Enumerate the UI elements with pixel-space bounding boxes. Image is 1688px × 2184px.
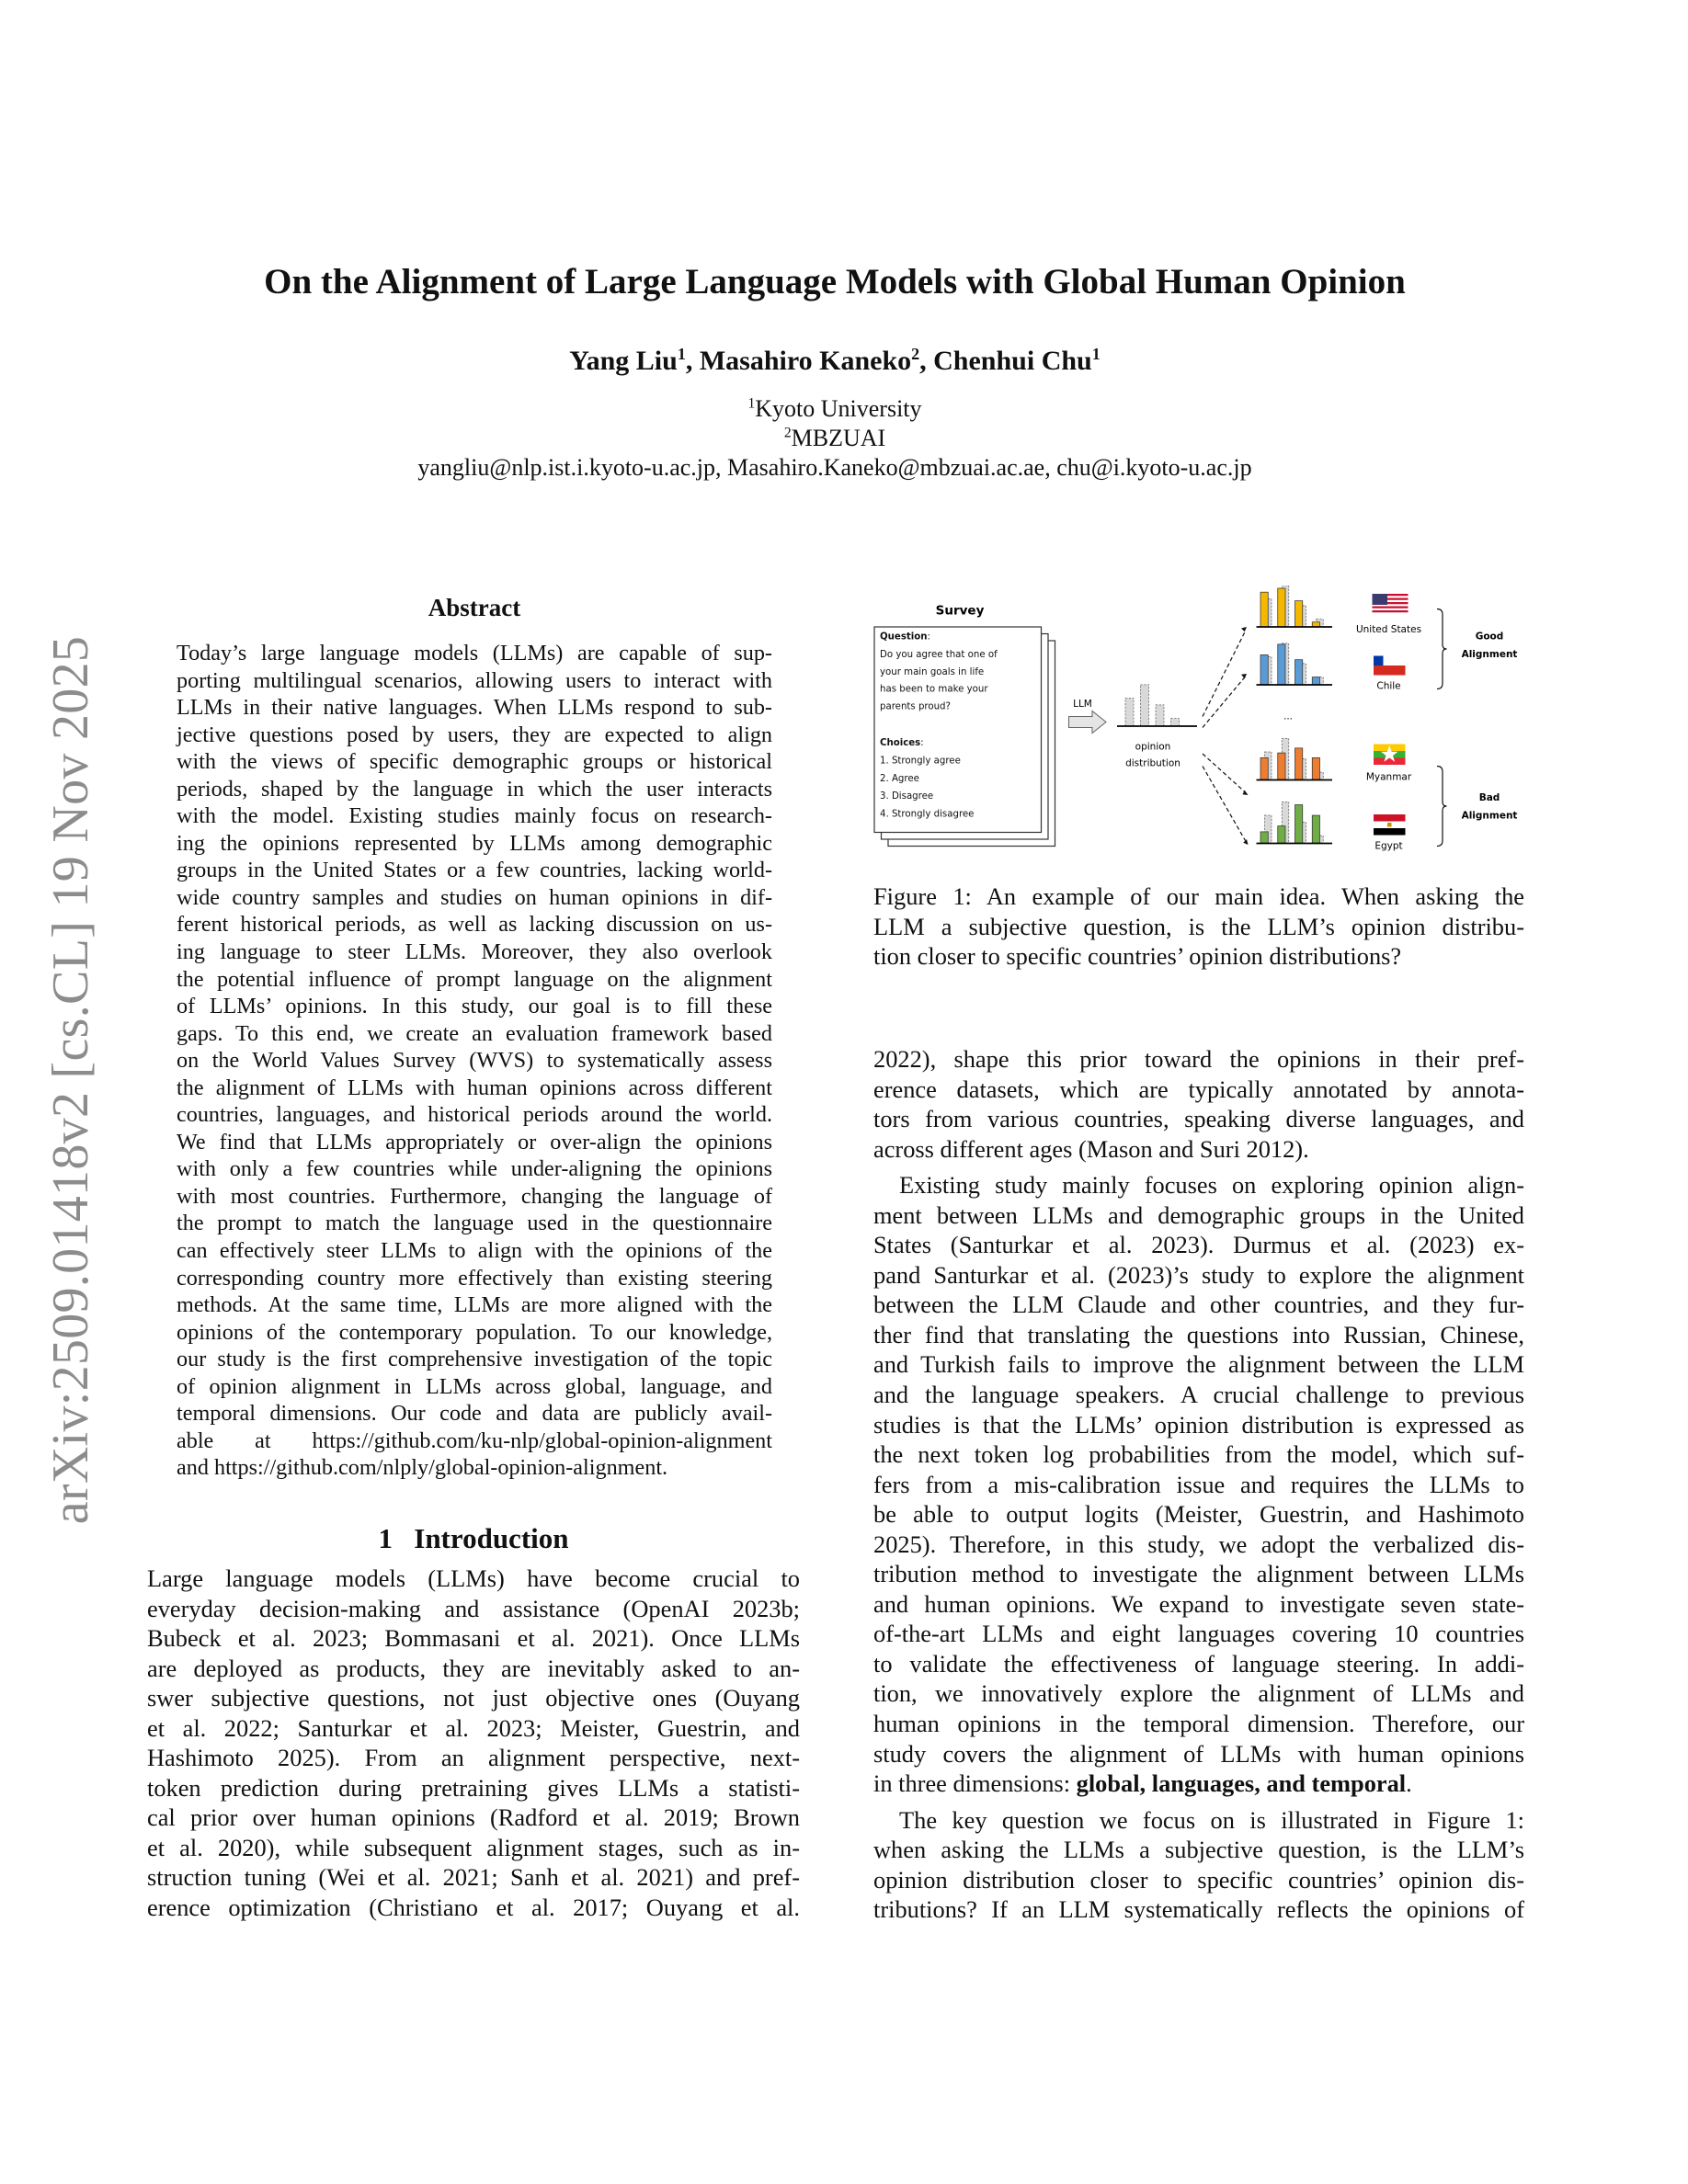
text-line: ing language to steer LLMs. Moreover, they also overlook	[177, 939, 772, 965]
text-line: ther find that translating the questions into Russian, Chinese,	[873, 1320, 1524, 1348]
author: Chenhui Chu$^1$	[933, 345, 1101, 376]
llm-bar	[1171, 719, 1180, 726]
country-bar	[1295, 748, 1303, 780]
text-line: be able to output logits (Meister, Guestrin, and Hashimoto	[873, 1500, 1524, 1529]
text-line: Figure 1: An example of our main idea. When asking the	[873, 882, 1524, 910]
text-line: our study is the first comprehensive investigation of the topic	[177, 1347, 772, 1372]
text-line: and Turkish fails to improve the alignment between the LLM	[873, 1350, 1524, 1379]
llm-bar	[1125, 699, 1134, 726]
text-line: across different ages (Mason and Suri 2012).	[873, 1134, 1309, 1163]
text-line: Bubeck et al. 2023; Bommasani et al. 2021). Once LLMs	[147, 1624, 800, 1653]
text-line: on the World Values Survey (WVS) to systematically assess	[177, 1048, 772, 1074]
text-line: with the views of specific demographic groups or historical	[177, 749, 772, 775]
country-bar	[1260, 832, 1268, 844]
text-line: et al. 2020), while subsequent alignment stages, such as in-	[147, 1833, 800, 1861]
figure-1	[869, 586, 1531, 861]
section-heading-introduction: 1 Introduction	[378, 1522, 569, 1554]
text-line: are deployed as products, they are inevitably asked to an-	[147, 1654, 800, 1682]
country-chart	[1257, 738, 1333, 779]
text-line: tribution method to investigate the alignment between LLMs	[873, 1560, 1524, 1588]
llm-label: LLM	[1073, 699, 1092, 710]
country-chart	[1257, 802, 1333, 843]
svg-text:3. Disagree: 3. Disagree	[880, 791, 934, 802]
country-bar	[1295, 805, 1303, 844]
right-column-body	[873, 1044, 1524, 1925]
text-line: of opinion alignment in LLMs across global, language, and	[177, 1373, 772, 1399]
country-label: Egypt	[1374, 840, 1403, 852]
text-line: Existing study mainly focuses on exploring opinion align-	[899, 1171, 1524, 1200]
country-bar	[1260, 592, 1268, 627]
text-line: methods. At the same time, LLMs are more aligned with the	[177, 1292, 772, 1318]
text-line: LLM a subjective question, is the LLM’s opinion distribu-	[873, 912, 1524, 940]
text-line: to validate the effectiveness of language steering. In addi-	[873, 1649, 1524, 1678]
country-bar	[1312, 757, 1319, 779]
abstract-heading: Abstract	[428, 594, 521, 621]
svg-text:your main goals in life: your main goals in life	[880, 666, 985, 677]
svg-text:4. Strongly disagree: 4. Strongly disagree	[880, 809, 975, 820]
country-label: Chile	[1376, 680, 1401, 692]
good-alignment-label: Good	[1475, 631, 1504, 643]
text-line: opinion distribution closer to specific countries’ opinion dis-	[873, 1865, 1524, 1894]
country-bar	[1278, 753, 1285, 779]
country-bar	[1295, 660, 1303, 685]
text-line: tion closer to specific countries’ opinion distributions?	[873, 942, 1402, 971]
text-line: States (Santurkar et al. 2023). Durmus et al. (2023) ex-	[873, 1231, 1524, 1259]
text-line: countries, languages, and historical periods around the world.	[177, 1102, 772, 1128]
text-line: cal prior over human opinions (Radford et al. 2019; Brown	[147, 1803, 800, 1832]
text-line: jective questions posed by users, they are expected to align	[177, 722, 772, 747]
text-line: studies is that the LLMs’ opinion distribution is expressed as	[873, 1410, 1524, 1439]
text-line: with most countries. Furthermore, changing the language of	[177, 1183, 772, 1209]
text-line: and https://github.com/nlply/global-opinion-alignment.	[177, 1455, 668, 1481]
text-line: study covers the alignment of LLMs with human opinions	[873, 1739, 1524, 1768]
svg-text:Choices:: Choices:	[880, 738, 924, 748]
svg-text:1. Strongly agree: 1. Strongly agree	[880, 756, 961, 767]
text-line: Hashimoto 2025). From an alignment perspective, next-	[147, 1744, 800, 1772]
country-chart	[1257, 586, 1333, 627]
flag-united-states-icon	[1373, 594, 1409, 615]
country-bar	[1278, 644, 1285, 685]
opinion-label: opinion	[1135, 741, 1171, 753]
braces	[1437, 609, 1447, 847]
text-line: wide country samples and studies on human opinions in dif-	[177, 884, 772, 910]
country-bar	[1312, 677, 1319, 685]
text-line: between the LLM Claude and other countries, and they fur-	[873, 1291, 1524, 1319]
flag-egypt-icon	[1374, 814, 1406, 836]
author: Masahiro Kaneko$^2$	[699, 345, 920, 376]
country-bar	[1278, 826, 1285, 844]
llm-bar	[1156, 705, 1164, 726]
good-alignment-label: Alignment	[1461, 649, 1518, 660]
llm-bar	[1141, 685, 1149, 726]
llm-opinion-chart	[1117, 685, 1197, 726]
text-line: fers from a mis-calibration issue and requires the LLMs to	[873, 1470, 1524, 1498]
figure-caption	[873, 882, 1524, 972]
text-line: The key question we focus on is illustrated in Figure 1:	[899, 1805, 1524, 1834]
author: Yang Liu$^1$	[569, 345, 686, 376]
text-line: able at https://github.com/ku-nlp/global-opinion-alignment	[177, 1428, 772, 1453]
arrow-right-icon	[1069, 711, 1107, 734]
text-line: swer subjective questions, not just objective ones (Ouyang	[147, 1684, 800, 1712]
text-line: Today’s large language models (LLMs) are capable of sup-	[177, 641, 772, 665]
svg-text:2. Agree: 2. Agree	[880, 774, 919, 784]
ellipsis: ...	[1283, 711, 1294, 722]
text-line: 2025). Therefore, in this study, we adopt the verbalized dis-	[873, 1530, 1524, 1558]
country-charts	[1257, 586, 1333, 844]
text-line: We find that LLMs appropriately or over-align the opinions	[177, 1129, 772, 1155]
text-line: periods, shaped by the language in which the user interacts	[177, 776, 772, 802]
svg-text:parents proud?: parents proud?	[880, 701, 951, 712]
text-line: the alignment of LLMs with human opinions across different	[177, 1075, 772, 1100]
bad-alignment-label: Alignment	[1461, 810, 1518, 822]
text-line: can effectively steer LLMs to align with the opinions of the	[177, 1238, 772, 1264]
text-line: 2022), shape this prior toward the opinions in their pref-	[873, 1045, 1524, 1073]
country-bar	[1260, 654, 1268, 685]
opinion-label: distribution	[1125, 757, 1180, 769]
text-line: when asking the LLMs a subjective question, is the LLM’s	[873, 1836, 1524, 1864]
affiliation: $^1$Kyoto University	[747, 395, 922, 422]
arxiv-identifier: arXiv:2509.01418v2 [cs.CL] 19 Nov 2025	[42, 635, 99, 1525]
paper-title: On the Alignment of Large Language Models with Global Human Opinion	[264, 262, 1406, 301]
text-line: ment between LLMs and demographic groups in the United	[873, 1200, 1524, 1229]
country-chart	[1257, 643, 1333, 685]
country-bar	[1260, 757, 1268, 779]
text-line: corresponding country more effectively than existing steering	[177, 1265, 772, 1291]
text-line: struction tuning (Wei et al. 2021; Sanh et al. 2021) and pref-	[147, 1863, 800, 1892]
text-line: erence optimization (Christiano et al. 2017; Ouyang et al.	[147, 1894, 800, 1922]
text-line: and the language speakers. A crucial challenge to previous	[873, 1381, 1524, 1409]
text-line: ferent historical periods, as well as lacking discussion on us-	[177, 912, 772, 938]
flag-chile-icon	[1374, 656, 1406, 676]
country-bar	[1312, 815, 1319, 843]
text-line: token prediction during pretraining gives LLMs a statisti-	[147, 1773, 800, 1802]
dashed-arrows	[1203, 631, 1246, 841]
text-line: et al. 2022; Santurkar et al. 2023; Meister, Guestrin, and	[147, 1713, 800, 1742]
country-label: United States	[1355, 624, 1422, 635]
text-line: LLMs in their native languages. When LLMs respond to sub-	[177, 695, 772, 721]
svg-text:Question:: Question:	[880, 631, 930, 643]
text-line: erence datasets, which are typically annotated by annota-	[873, 1075, 1524, 1103]
text-line: pand Santurkar et al. (2023)’s study to explore the alignment	[873, 1260, 1524, 1289]
text-line: gaps. To this end, we create an evaluation framework based	[177, 1020, 772, 1046]
text-line: human opinions in the temporal dimension. Therefore, our	[873, 1710, 1524, 1738]
text-line: porting multilingual scenarios, allowing users to interact with	[177, 667, 772, 693]
svg-text:Do you agree that one of: Do you agree that one of	[880, 650, 998, 660]
text-line: opinions of the contemporary population. To our knowledge,	[177, 1319, 772, 1345]
author-emails: yangliu@nlp.ist.i.kyoto-u.ac.jp, Masahiro.Kaneko@mbzuai.ac.ae, chu@i.kyoto-u.ac.jp	[417, 454, 1252, 481]
country-label: Myanmar	[1365, 771, 1412, 783]
abstract-body	[177, 640, 772, 1482]
text-line: the next token log probabilities from the model, which suf-	[873, 1440, 1524, 1469]
svg-text:has been to make your: has been to make your	[880, 684, 988, 695]
text-line: of-the-art LLMs and eight languages covering 10 countries	[873, 1620, 1524, 1648]
bad-alignment-label: Bad	[1478, 792, 1500, 803]
country-bar	[1295, 601, 1303, 627]
text-line: tors from various countries, speaking diverse languages, and	[873, 1105, 1524, 1133]
text-line: tributions? If an LLM systematically reflects the opinions of	[873, 1895, 1524, 1924]
text-line: everyday decision-making and assistance (OpenAI 2023b;	[147, 1594, 800, 1622]
introduction-body	[147, 1564, 800, 1923]
text-line: ing the opinions represented by LLMs among demographic	[177, 830, 772, 856]
text-line: with the model. Existing studies mainly focus on research-	[177, 803, 772, 829]
text-line: and human opinions. We expand to investigate seven state-	[873, 1589, 1524, 1618]
text-line: Large language models (LLMs) have become crucial to	[147, 1564, 800, 1592]
text-line: groups in the United States or a few countries, lacking world-	[177, 858, 772, 883]
text-line: of LLMs’ opinions. In this study, our goal is to fill these	[177, 994, 772, 1019]
text-line: the prompt to match the language used in the questionnaire	[177, 1211, 772, 1236]
text-line: temporal dimensions. Our code and data are publicly avail-	[177, 1401, 772, 1427]
text-line: the potential influence of prompt language on the alignment	[177, 966, 772, 992]
text-line: tion, we innovatively explore the alignment of LLMs and	[873, 1679, 1524, 1708]
text-line: with only a few countries while under-aligning the opinions	[177, 1156, 772, 1182]
survey-title: Survey	[935, 603, 985, 619]
country-bar	[1278, 588, 1285, 627]
text-line: in three dimensions: global, languages, and temporal.	[873, 1769, 1412, 1798]
author-list: Yang Liu$^1$, Masahiro Kaneko$^2$, Chenhui Chu$^1$	[569, 345, 1101, 376]
affiliation: $^2$MBZUAI	[783, 425, 886, 451]
flag-myanmar-icon	[1374, 745, 1406, 766]
